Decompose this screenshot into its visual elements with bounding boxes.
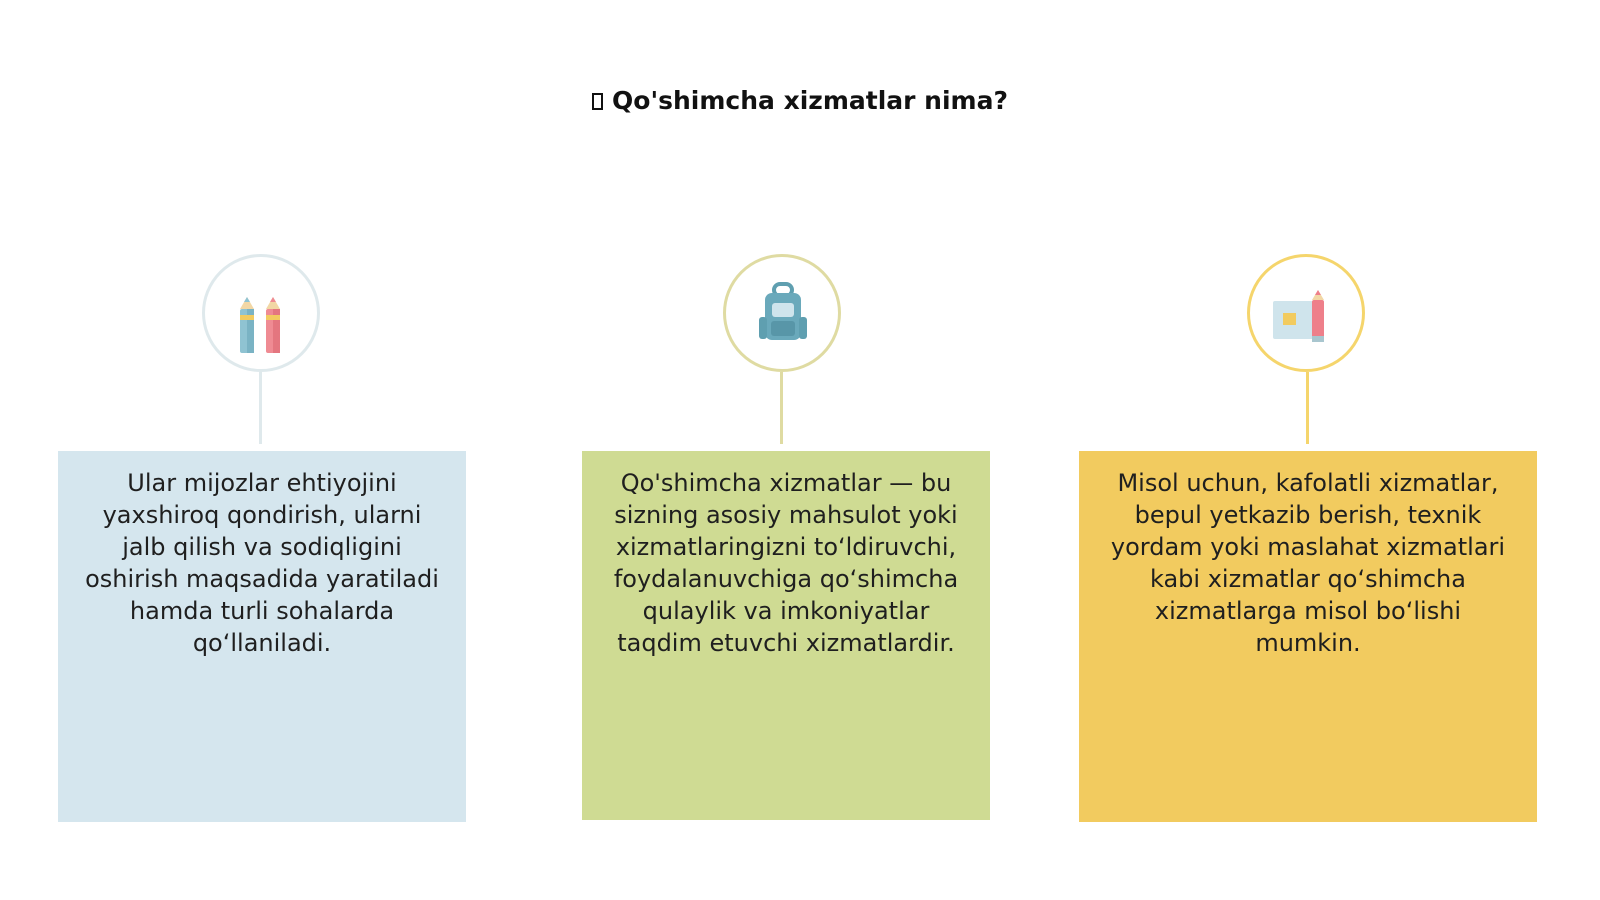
connector-line bbox=[259, 372, 262, 444]
slide-title-text: Qo'shimcha xizmatlar nima? bbox=[612, 86, 1008, 115]
icon-circle bbox=[202, 254, 320, 372]
card-text: Misol uchun, kafolatli xizmatlar, bepul yetkazib berish, texnik yordam yoki maslahat xizmatlari kabi xizmatlar qo‘shimcha xizmatlarga misol bo‘lishi mumkin. bbox=[1110, 469, 1506, 657]
card-green bbox=[582, 451, 990, 820]
card-text: Qo'shimcha xizmatlar — bu sizning asosiy mahsulot yoki xizmatlaringizni to‘ldiruvchi, foydalanuvchiga qo‘shimcha qulaylik va imkoniyatlar taqdim etuvchi xizmatlardir. bbox=[613, 469, 959, 657]
icon-circle bbox=[723, 254, 841, 372]
notebook-and-pencil-icon bbox=[1250, 257, 1362, 369]
card-blue bbox=[58, 451, 466, 822]
connector-line bbox=[1306, 372, 1309, 444]
missing-glyph-box-icon bbox=[592, 93, 603, 110]
card-yellow bbox=[1079, 451, 1537, 822]
slide-title bbox=[0, 86, 1600, 115]
icon-circle bbox=[1247, 254, 1365, 372]
colored-pencils-icon bbox=[205, 257, 317, 369]
connector-line bbox=[780, 372, 783, 444]
school-backpack-icon bbox=[726, 257, 838, 369]
card-text: Ular mijozlar ehtiyojini yaxshiroq qondirish, ularni jalb qilish va sodiqligini oshirish maqsadida yaratiladi hamda turli sohalarda qo‘llaniladi. bbox=[85, 469, 439, 657]
